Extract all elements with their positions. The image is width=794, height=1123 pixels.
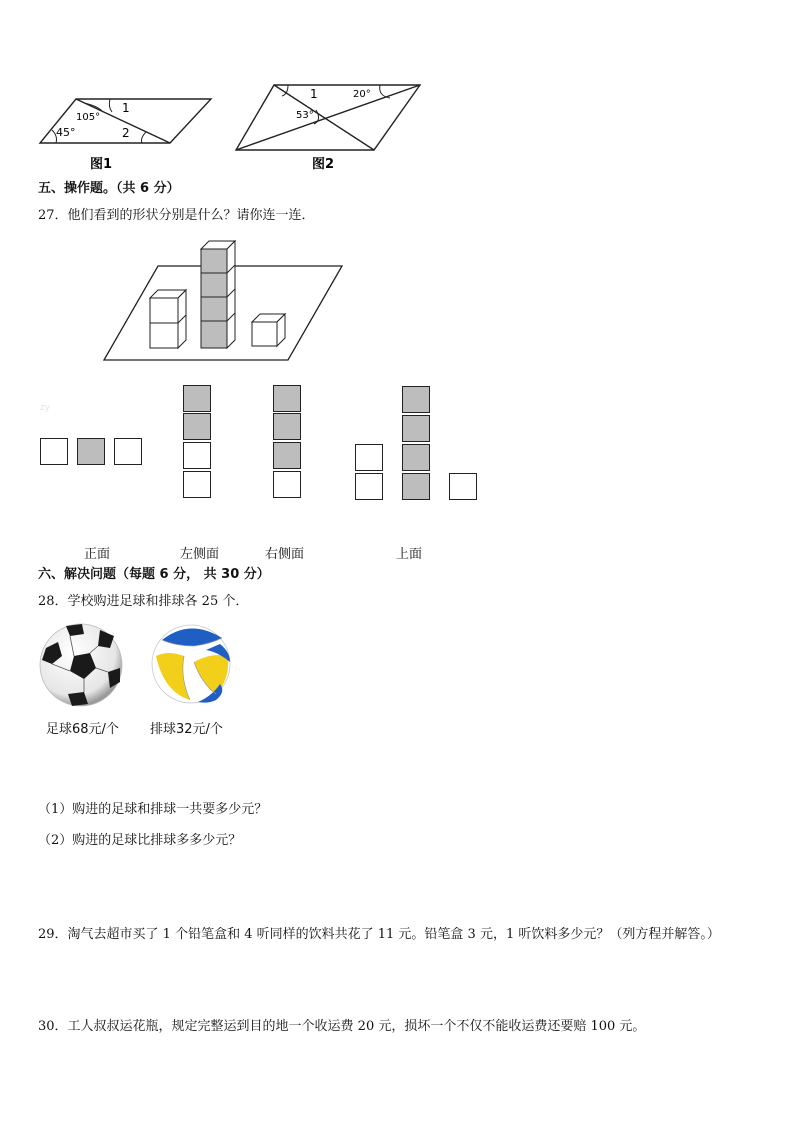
view-b-square bbox=[183, 385, 211, 412]
volleyball-price-label: 排球32元/个 bbox=[150, 722, 223, 737]
view-d-square bbox=[402, 415, 430, 442]
view-b-square bbox=[183, 442, 211, 469]
view-d-square bbox=[402, 444, 430, 471]
angle-105: 105° bbox=[76, 112, 101, 123]
soccer-price-label: 足球68元/个 bbox=[46, 722, 119, 737]
watermark: zy bbox=[40, 403, 51, 413]
cube-stack-left bbox=[150, 290, 186, 348]
view-label-right: 右侧面 bbox=[265, 547, 305, 562]
question-30: 30．工人叔叔运花瓶，规定完整运到目的地一个收运费 20 元，损坏一个不仅不能收运费还要赔 100 元。 bbox=[38, 1019, 646, 1034]
angle-20: 20° bbox=[353, 89, 371, 100]
question-28-part-2: （2）购进的足球比排球多多少元？ bbox=[38, 833, 242, 848]
view-c-square bbox=[273, 385, 301, 412]
angle-label-1: 1 bbox=[310, 87, 318, 101]
cube-stack-scene bbox=[100, 238, 350, 364]
section-6-heading: 六、解决问题（每题 6 分， 共 30 分） bbox=[38, 567, 270, 582]
view-a-square bbox=[77, 438, 105, 465]
figure-2-caption: 图2 bbox=[312, 157, 335, 172]
view-d-square bbox=[355, 444, 383, 471]
parallelogram-figure-2 bbox=[230, 80, 430, 175]
view-c-square bbox=[273, 471, 301, 498]
angle-label-1: 1 bbox=[122, 101, 130, 115]
section-5-heading: 五、操作题。（共 6 分） bbox=[38, 181, 180, 196]
question-27: 27．他们看到的形状分别是什么？请你连一连． bbox=[38, 208, 315, 223]
angle-45: 45° bbox=[56, 126, 76, 139]
view-c-square bbox=[273, 413, 301, 440]
figure-1-caption: 图1 bbox=[90, 157, 113, 172]
angle-53: 53° bbox=[296, 110, 314, 121]
view-b-square bbox=[183, 471, 211, 498]
view-label-front: 正面 bbox=[84, 547, 111, 562]
view-a-square bbox=[114, 438, 142, 465]
view-d-square bbox=[449, 473, 477, 500]
cube-single bbox=[252, 314, 285, 346]
cube-stack-tall bbox=[201, 241, 235, 348]
volleyball-image bbox=[150, 622, 232, 706]
soccer-ball-image bbox=[38, 622, 124, 708]
view-label-left: 左侧面 bbox=[180, 547, 220, 562]
question-28-part-1: （1）购进的足球和排球一共要多少元？ bbox=[38, 802, 268, 817]
view-b-square bbox=[183, 413, 211, 440]
parallelogram-figure-1 bbox=[36, 92, 216, 172]
view-c-square bbox=[273, 442, 301, 469]
view-a-square bbox=[40, 438, 68, 465]
question-28: 28．学校购进足球和排球各 25 个． bbox=[38, 594, 249, 609]
view-d-square bbox=[355, 473, 383, 500]
question-29: 29．淘气去超市买了 1 个铅笔盒和 4 听同样的饮料共花了 11 元。铅笔盒 3 元，1 听饮料多少元？（列方程并解答。） bbox=[38, 927, 720, 942]
view-label-top: 上面 bbox=[396, 547, 423, 562]
view-d-square bbox=[402, 473, 430, 500]
view-d-square bbox=[402, 386, 430, 413]
angle-label-2: 2 bbox=[122, 126, 130, 140]
